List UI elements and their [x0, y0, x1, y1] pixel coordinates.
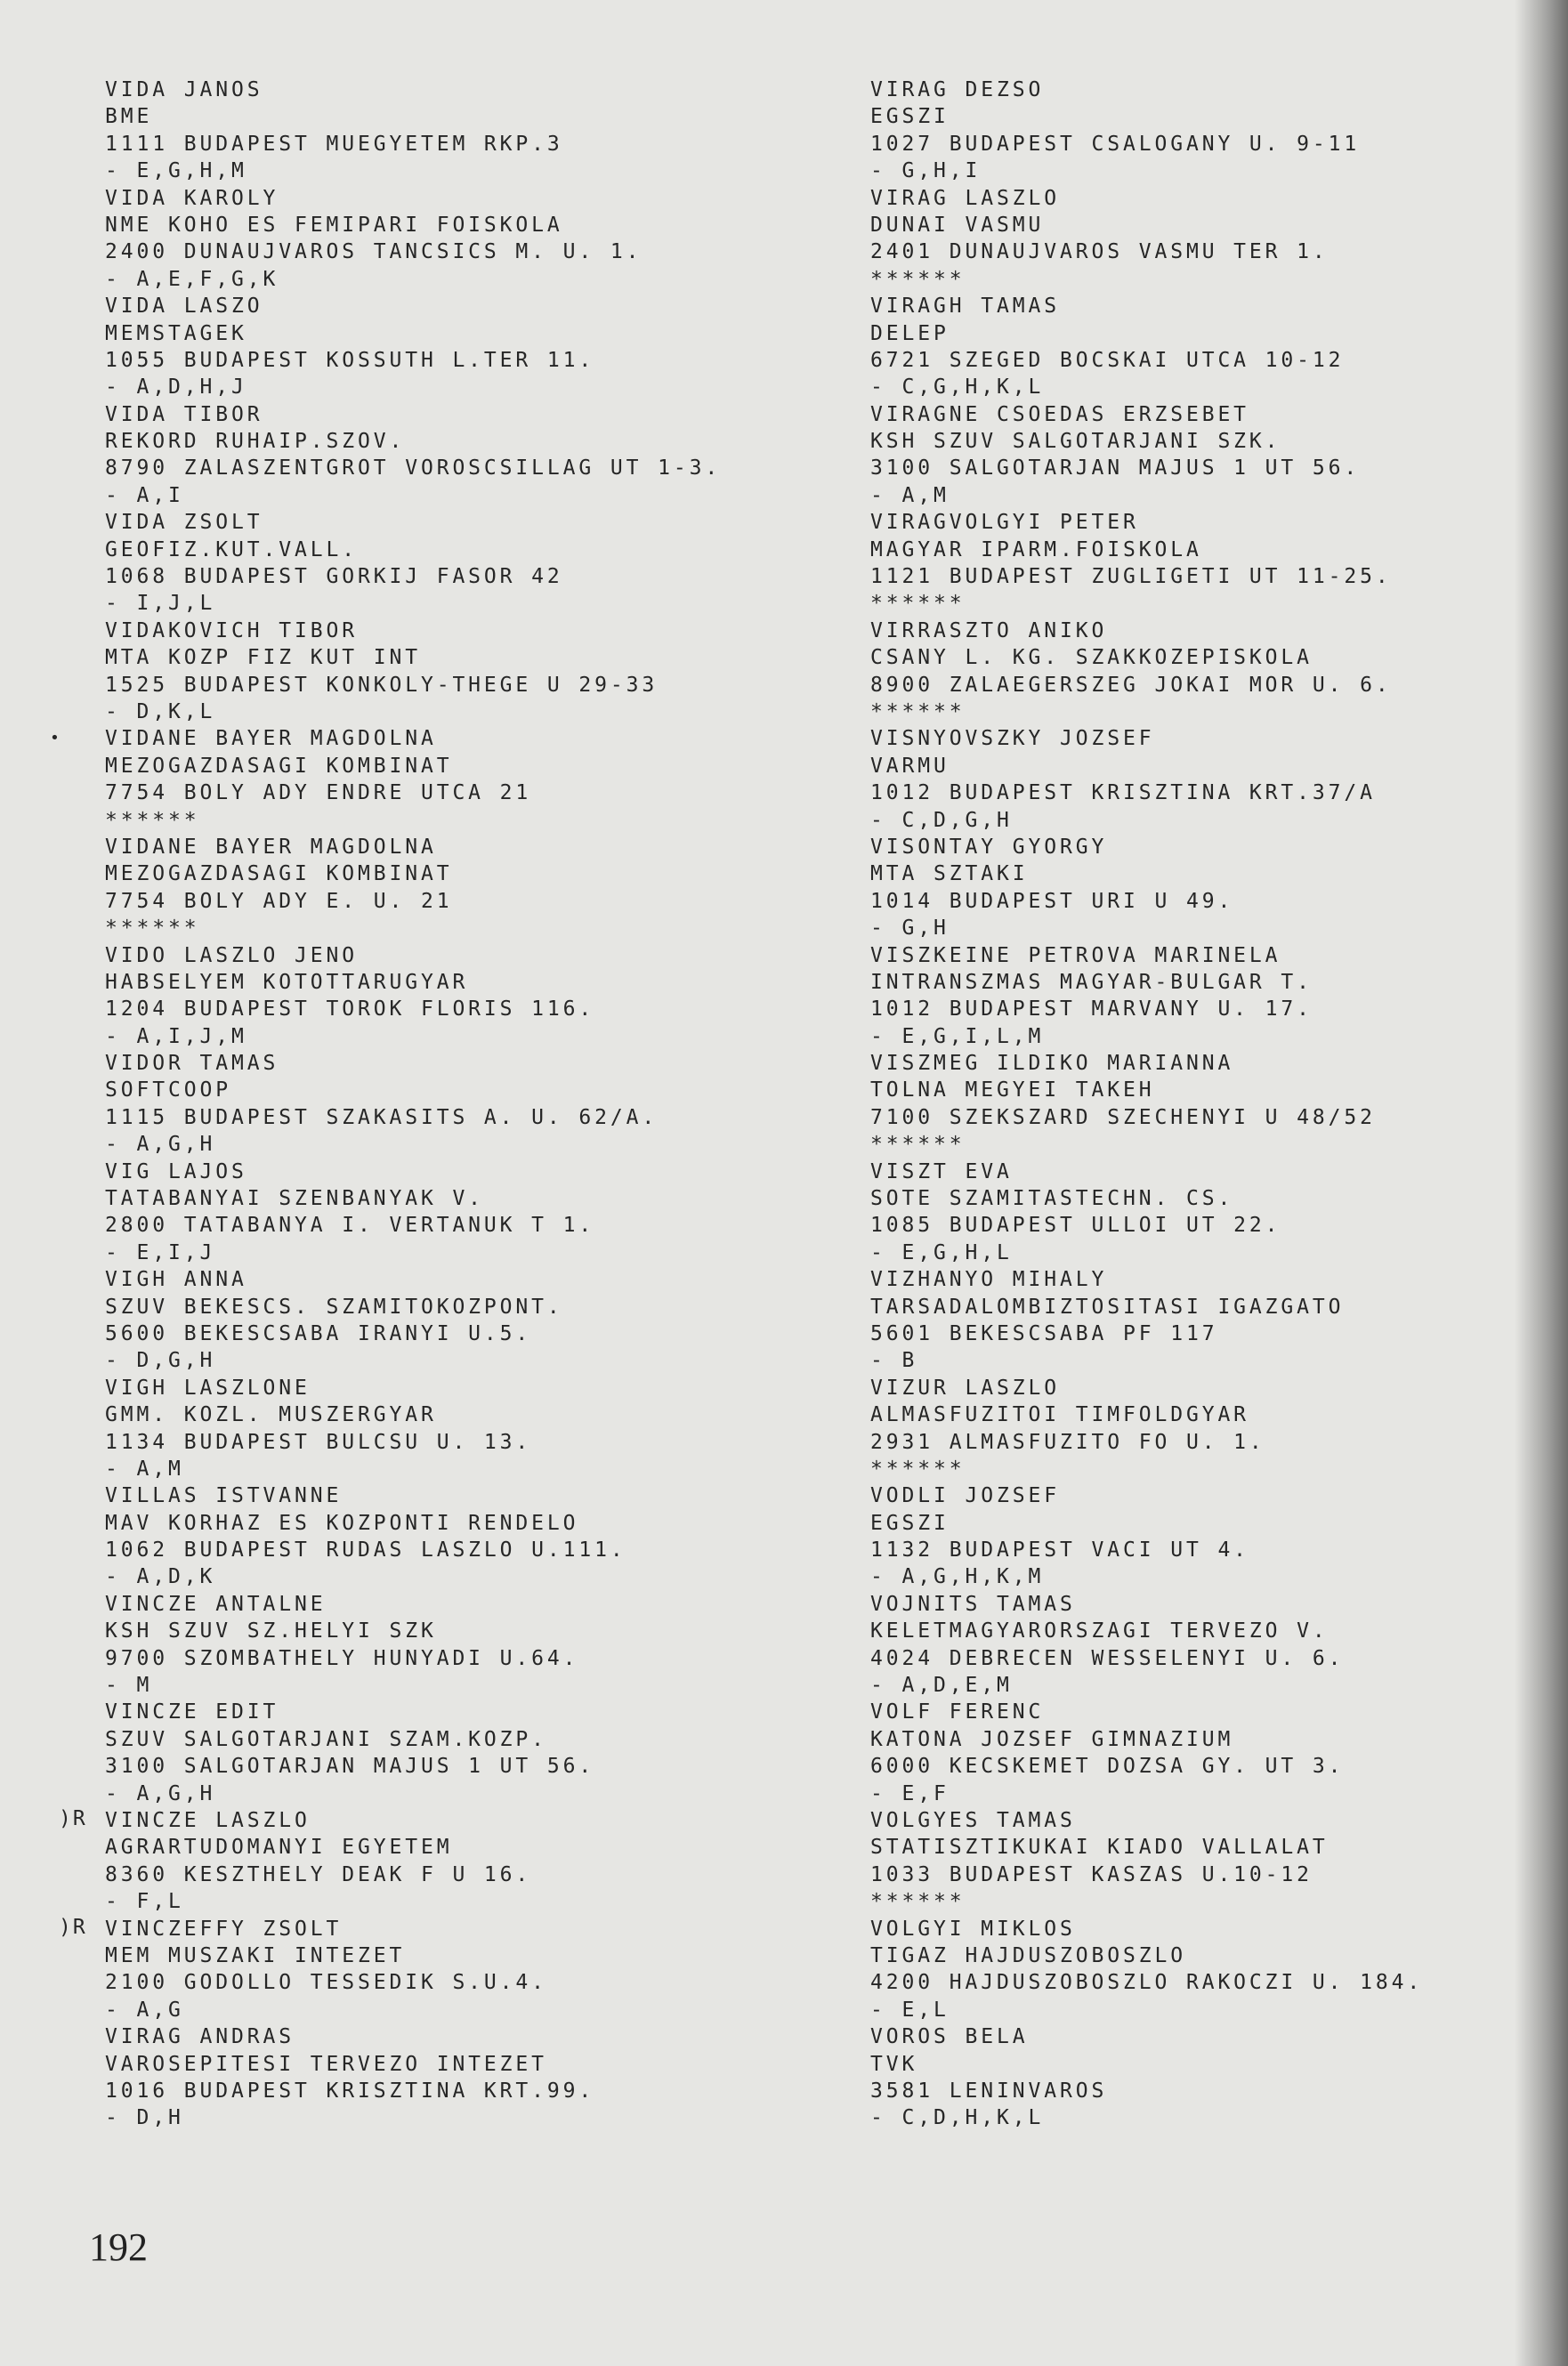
entry-organization: MTA KOZP FIZ KUT INT — [105, 646, 421, 670]
directory-entry — [870, 834, 1423, 942]
entry-organization: KELETMAGYARORSZAGI TERVEZO V. — [870, 1619, 1329, 1643]
directory-entry — [870, 2023, 1423, 2132]
directory-entry — [870, 293, 1423, 401]
entry-organization: TOLNA MEGYEI TAKEH — [870, 1078, 1155, 1102]
entry-address: 3100 SALGOTARJAN MAJUS 1 UT 56. — [105, 1755, 595, 1779]
entry-address: 1134 BUDAPEST BULCSU U. 13. — [105, 1430, 532, 1454]
entry-codes: ****** — [105, 917, 200, 941]
directory-entry — [870, 618, 1423, 726]
directory-entry — [105, 509, 721, 618]
entry-codes: - A,G — [105, 1998, 184, 2022]
directory-entry — [870, 1807, 1423, 1916]
entry-codes: - A,E,F,G,K — [105, 267, 279, 291]
entry-organization: ALMASFUZITOI TIMFOLDGYAR — [870, 1403, 1249, 1427]
entry-codes: - A,I — [105, 483, 184, 507]
entry-address: 4200 HAJDUSZOBOSZLO RAKOCZI U. 184. — [870, 1971, 1424, 1995]
entry-address: 1115 BUDAPEST SZAKASITS A. U. 62/A. — [105, 1105, 659, 1129]
entry-organization: SOFTCOOP — [105, 1078, 231, 1102]
entry-address: 6000 KECSKEMET DOZSA GY. UT 3. — [870, 1755, 1345, 1779]
entry-codes: - C,D,H,K,L — [870, 2106, 1045, 2130]
entry-address: 1085 BUDAPEST ULLOI UT 22. — [870, 1214, 1281, 1238]
entry-organization: DELEP — [870, 321, 950, 345]
entry-organization: MEMSTAGEK — [105, 321, 247, 345]
directory-entry — [870, 1266, 1423, 1375]
entry-address: 1068 BUDAPEST GORKIJ FASOR 42 — [105, 565, 563, 589]
entry-organization: GMM. KOZL. MUSZERGYAR — [105, 1403, 437, 1427]
entry-codes: - E,L — [870, 1998, 950, 2022]
entry-organization: MEZOGAZDASAGI KOMBINAT — [105, 862, 453, 886]
directory-entry — [870, 1699, 1423, 1807]
entry-name: VIZUR LASZLO — [870, 1376, 1060, 1400]
entry-codes: - I,J,L — [105, 592, 216, 616]
entry-codes: - A,G,H — [105, 1133, 216, 1157]
entry-name: VIDA JANOS — [105, 78, 263, 101]
entry-name: VIRRASZTO ANIKO — [870, 618, 1108, 642]
directory-entry — [870, 1050, 1423, 1159]
entry-address: 5600 BEKESCSABA IRANYI U.5. — [105, 1321, 532, 1345]
entry-codes: - A,D,H,J — [105, 375, 247, 400]
entry-name: VIRAGH TAMAS — [870, 295, 1060, 319]
entry-organization: REKORD RUHAIP.SZOV. — [105, 430, 406, 454]
entry-name: VIDOR TAMAS — [105, 1052, 279, 1076]
entry-name: VIRAGNE CSOEDAS ERZSEBET — [870, 402, 1249, 426]
entry-codes: ****** — [870, 1890, 966, 1914]
entry-address: 2800 TATABANYA I. VERTANUK T 1. — [105, 1214, 595, 1238]
entry-address: 1012 BUDAPEST KRISZTINA KRT.37/A — [870, 781, 1376, 805]
directory-entry — [105, 1375, 721, 1483]
entry-codes: - E,F — [870, 1781, 950, 1805]
entry-codes: - D,H — [105, 2106, 184, 2130]
directory-entry — [105, 401, 721, 510]
entry-name: VIDA TIBOR — [105, 402, 263, 426]
entry-organization: TATABANYAI SZENBANYAK V. — [105, 1187, 484, 1211]
entry-name: VINCZE EDIT — [105, 1700, 279, 1724]
entry-organization: MTA SZTAKI — [870, 862, 1029, 886]
entry-address: 1014 BUDAPEST URI U 49. — [870, 889, 1234, 913]
entry-codes: - E,I,J — [105, 1240, 216, 1264]
entry-address: 7100 SZEKSZARD SZECHENYI U 48/52 — [870, 1105, 1376, 1129]
entry-organization: NME KOHO ES FEMIPARI FOISKOLA — [105, 213, 563, 237]
directory-entry — [105, 185, 721, 294]
entry-address: 1012 BUDAPEST MARVANY U. 17. — [870, 997, 1313, 1021]
directory-entry — [105, 2023, 721, 2132]
margin-mark: )R — [59, 1915, 87, 1939]
entry-codes: - A,D,K — [105, 1565, 216, 1589]
directory-entry — [105, 293, 721, 401]
entry-organization: VAROSEPITESI TERVEZO INTEZET — [105, 2052, 547, 2076]
entry-address: 1204 BUDAPEST TOROK FLORIS 116. — [105, 997, 595, 1021]
directory-entry — [59, 1807, 721, 1916]
directory-entry — [870, 401, 1423, 510]
entry-address: 3581 LENINVAROS — [870, 2079, 1108, 2103]
entry-codes: - A,G,H — [105, 1781, 216, 1805]
entry-codes: ****** — [870, 1133, 966, 1157]
entry-address: 1525 BUDAPEST KONKOLY-THEGE U 29-33 — [105, 673, 659, 697]
entry-codes: - D,K,L — [105, 699, 216, 723]
entry-organization: TVK — [870, 2052, 918, 2076]
entry-codes: - E,G,I,L,M — [870, 1024, 1045, 1048]
entry-organization: DUNAI VASMU — [870, 213, 1045, 237]
entry-organization: TARSADALOMBIZTOSITASI IGAZGATO — [870, 1295, 1345, 1319]
entry-organization: KATONA JOZSEF GIMNAZIUM — [870, 1727, 1234, 1751]
entry-address: 1033 BUDAPEST KASZAS U.10-12 — [870, 1862, 1313, 1886]
entry-codes: - C,G,H,K,L — [870, 375, 1045, 400]
entry-codes: - D,G,H — [105, 1349, 216, 1373]
entry-name: VISNYOVSZKY JOZSEF — [870, 727, 1155, 751]
directory-entry — [105, 1591, 721, 1700]
entry-organization: BME — [105, 105, 153, 129]
entry-name: VIDA LASZO — [105, 295, 263, 319]
entry-organization: STATISZTIKUKAI KIADO VALLALAT — [870, 1836, 1329, 1860]
entry-codes: - A,M — [870, 483, 950, 507]
entry-address: 1055 BUDAPEST KOSSUTH L.TER 11. — [105, 348, 595, 372]
entry-organization: KSH SZUV SALGOTARJANI SZK. — [870, 430, 1281, 454]
directory-entry — [870, 1159, 1423, 1267]
entry-address: 2931 ALMASFUZITO FO U. 1. — [870, 1430, 1265, 1454]
directory-entry — [105, 1159, 721, 1267]
entry-codes: - B — [870, 1349, 918, 1373]
entry-organization: INTRANSZMAS MAGYAR-BULGAR T. — [870, 970, 1313, 994]
entry-codes: ****** — [870, 592, 966, 616]
entry-name: VIGH LASZLONE — [105, 1376, 311, 1400]
entry-name: VINCZE ANTALNE — [105, 1592, 327, 1616]
entry-name: VIGH ANNA — [105, 1268, 247, 1292]
entry-address: 5601 BEKESCSABA PF 117 — [870, 1321, 1218, 1345]
entry-organization: MEZOGAZDASAGI KOMBINAT — [105, 754, 453, 778]
entry-name: VINCZEFFY ZSOLT — [105, 1917, 343, 1941]
directory-entry — [870, 1916, 1423, 2024]
left-column — [50, 77, 722, 2132]
entry-address: 6721 SZEGED BOCSKAI UTCA 10-12 — [870, 348, 1345, 372]
directory-entry — [870, 509, 1423, 618]
entry-organization: KSH SZUV SZ.HELYI SZK — [105, 1619, 437, 1643]
directory-entry — [870, 725, 1423, 834]
directory-entry — [105, 1699, 721, 1807]
directory-entry — [870, 942, 1423, 1051]
entry-name: VOLF FERENC — [870, 1700, 1045, 1724]
entry-address: 2400 DUNAUJVAROS TANCSICS M. U. 1. — [105, 240, 643, 264]
entry-name: VIDANE BAYER MAGDOLNA — [105, 727, 437, 751]
entry-codes: - G,H,I — [870, 159, 982, 183]
entry-address: 1111 BUDAPEST MUEGYETEM RKP.3 — [105, 132, 563, 156]
directory-entry — [105, 618, 721, 726]
entry-codes: ****** — [105, 808, 200, 832]
entry-name: VOLGYES TAMAS — [870, 1809, 1076, 1832]
directory-entry — [105, 942, 721, 1051]
entry-address: 8900 ZALAEGERSZEG JOKAI MOR U. 6. — [870, 673, 1392, 697]
entry-address: 3100 SALGOTARJAN MAJUS 1 UT 56. — [870, 456, 1361, 480]
entry-address: 7754 BOLY ADY E. U. 21 — [105, 889, 453, 913]
entry-name: VIRAG ANDRAS — [105, 2025, 295, 2049]
entry-name: VIDAKOVICH TIBOR — [105, 618, 358, 642]
entry-name: VISONTAY GYORGY — [870, 835, 1108, 859]
entry-codes: - E,G,H,L — [870, 1240, 1013, 1264]
entry-name: VINCZE LASZLO — [105, 1809, 311, 1832]
entry-codes: - E,G,H,M — [105, 159, 247, 183]
page-number: 192 — [89, 2225, 148, 2269]
right-column — [870, 77, 1423, 2132]
entry-address: 2100 GODOLLO TESSEDIK S.U.4. — [105, 1971, 547, 1995]
entry-codes: ****** — [870, 1457, 966, 1481]
entry-codes: - A,I,J,M — [105, 1024, 247, 1048]
page-edge-shadow — [1515, 0, 1568, 2366]
entry-name: VIDANE BAYER MAGDOLNA — [105, 835, 437, 859]
entry-codes: ****** — [870, 699, 966, 723]
entry-address: 2401 DUNAUJVAROS VASMU TER 1. — [870, 240, 1329, 264]
entry-address: 1027 BUDAPEST CSALOGANY U. 9-11 — [870, 132, 1361, 156]
entry-codes: - C,D,G,H — [870, 808, 1013, 832]
entry-name: VIRAG LASZLO — [870, 186, 1060, 210]
directory-entry — [50, 725, 721, 834]
directory-entry — [105, 1482, 721, 1591]
entry-name: VIG LAJOS — [105, 1159, 247, 1183]
entry-organization: EGSZI — [870, 1511, 950, 1535]
directory-entry — [870, 1591, 1423, 1700]
entry-address: 1121 BUDAPEST ZUGLIGETI UT 11-25. — [870, 565, 1392, 589]
directory-entry — [870, 185, 1423, 294]
directory-entry — [59, 1915, 721, 2024]
entry-name: VIRAG DEZSO — [870, 78, 1045, 101]
entry-name: VODLI JOZSEF — [870, 1484, 1060, 1508]
entry-organization: HABSELYEM KOTOTTARUGYAR — [105, 970, 469, 994]
entry-organization: EGSZI — [870, 105, 950, 129]
entry-name: VIZHANYO MIHALY — [870, 1268, 1108, 1292]
entry-name: VIRAGVOLGYI PETER — [870, 511, 1139, 535]
entry-address: 1062 BUDAPEST RUDAS LASZLO U.111. — [105, 1538, 626, 1563]
entry-organization: MAGYAR IPARM.FOISKOLA — [870, 537, 1202, 561]
directory-entry — [870, 1375, 1423, 1483]
entry-name: VISZKEINE PETROVA MARINELA — [870, 943, 1281, 967]
directory-entry — [105, 834, 721, 942]
entry-organization: CSANY L. KG. SZAKKOZEPISKOLA — [870, 646, 1313, 670]
entry-name: VISZMEG ILDIKO MARIANNA — [870, 1052, 1234, 1076]
entry-organization: AGRARTUDOMANYI EGYETEM — [105, 1836, 453, 1860]
entry-address: 8790 ZALASZENTGROT VOROSCSILLAG UT 1-3. — [105, 456, 722, 480]
entry-organization: MEM MUSZAKI INTEZET — [105, 1943, 406, 1967]
entry-name: VIDA KAROLY — [105, 186, 279, 210]
entry-name: VOROS BELA — [870, 2025, 1029, 2049]
entry-address: 8360 KESZTHELY DEAK F U 16. — [105, 1862, 532, 1886]
entry-name: VOLGYI MIKLOS — [870, 1917, 1076, 1941]
directory-entry — [105, 77, 721, 185]
entry-codes: ****** — [870, 267, 966, 291]
entry-codes: - A,M — [105, 1457, 184, 1481]
entry-organization: VARMU — [870, 754, 950, 778]
entry-codes: - M — [105, 1674, 153, 1698]
entry-address: 7754 BOLY ADY ENDRE UTCA 21 — [105, 781, 532, 805]
directory-entry — [870, 1482, 1423, 1591]
entry-organization: MAV KORHAZ ES KOZPONTI RENDELO — [105, 1511, 579, 1535]
entry-name: VILLAS ISTVANNE — [105, 1484, 343, 1508]
entry-name: VOJNITS TAMAS — [870, 1592, 1076, 1616]
entry-name: VISZT EVA — [870, 1159, 1013, 1183]
directory-entry — [105, 1266, 721, 1375]
directory-entry — [870, 77, 1423, 185]
directory-entry — [105, 1050, 721, 1159]
entry-address: 4024 DEBRECEN WESSELENYI U. 6. — [870, 1646, 1345, 1670]
entry-organization: SZUV SALGOTARJANI SZAM.KOZP. — [105, 1727, 547, 1751]
entry-organization: SZUV BEKESCS. SZAMITOKOZPONT. — [105, 1295, 563, 1319]
entry-address: 1016 BUDAPEST KRISZTINA KRT.99. — [105, 2079, 595, 2103]
entry-organization: GEOFIZ.KUT.VALL. — [105, 537, 358, 561]
entry-organization: TIGAZ HAJDUSZOBOSZLO — [870, 1943, 1186, 1967]
margin-mark: )R — [59, 1807, 87, 1830]
entry-address: 9700 SZOMBATHELY HUNYADI U.64. — [105, 1646, 579, 1670]
entry-codes: - F,L — [105, 1890, 184, 1914]
entry-organization: SOTE SZAMITASTECHN. CS. — [870, 1187, 1234, 1211]
entry-codes: - A,D,E,M — [870, 1674, 1013, 1698]
bullet-mark-icon: • — [50, 729, 60, 748]
entry-name: VIDA ZSOLT — [105, 511, 263, 535]
entry-codes: - A,G,H,K,M — [870, 1565, 1045, 1589]
entry-codes: - G,H — [870, 917, 950, 941]
entry-name: VIDO LASZLO JENO — [105, 943, 358, 967]
entry-address: 1132 BUDAPEST VACI UT 4. — [870, 1538, 1249, 1563]
